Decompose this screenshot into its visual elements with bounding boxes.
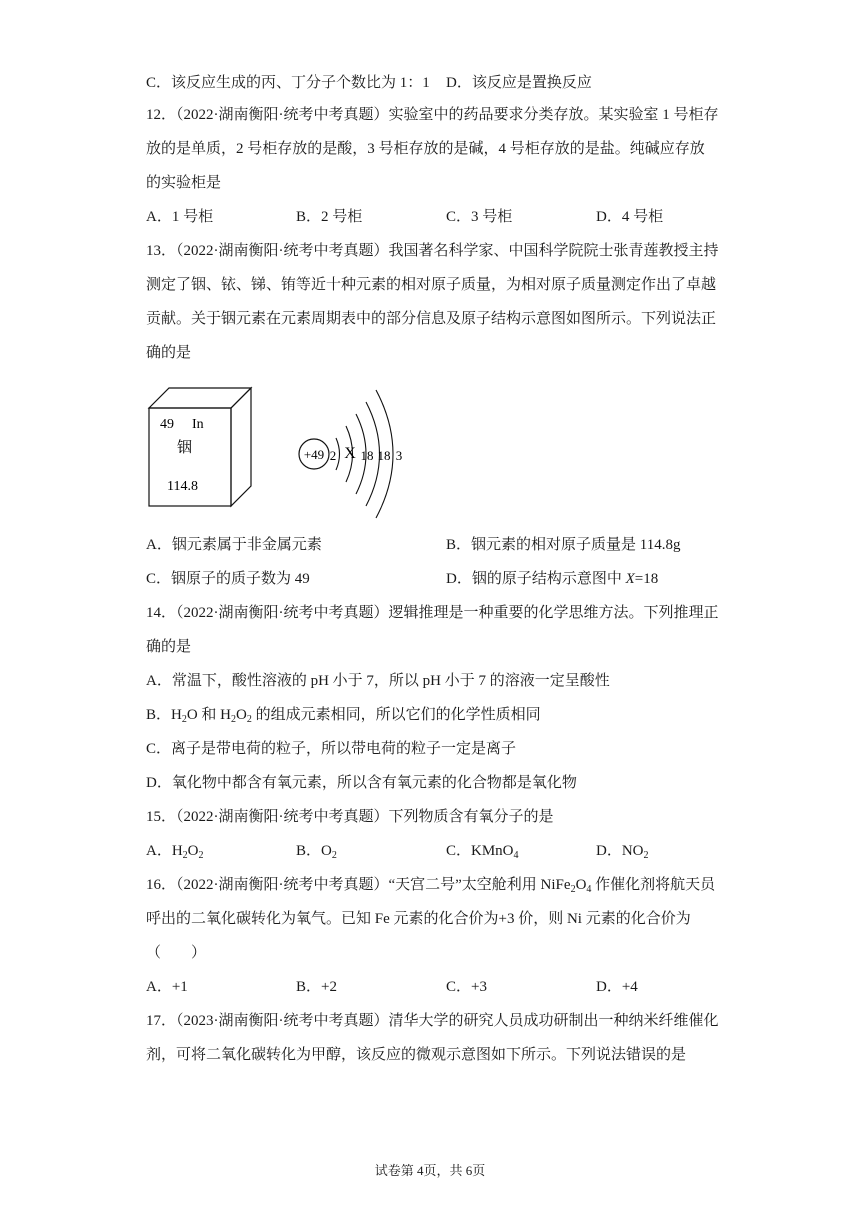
q15-stem-line-1: 15．（2022·湖南衡阳·统考中考真题）下列物质含有氧分子的是 — [146, 809, 554, 825]
q13-stem-line-4: 确的是 — [146, 345, 192, 361]
q15-option-a: A．$H_2O_2$ — [146, 843, 204, 861]
indium-figure — [146, 378, 416, 520]
q16-option-d: D．+4 — [596, 979, 638, 995]
q17-stem-line-1: 17．（2023·湖南衡阳·统考中考真题）清华大学的研究人员成功研制出一种纳米纤维催化 — [146, 1013, 719, 1029]
q15-option-d: D．$NO_2$ — [596, 843, 649, 861]
q16-stem-line-1: 16．（2022·湖南衡阳·统考中考真题）“天宫二号”太空舱利用 $NiFe_2O_4$ 作催化剂将航天员 — [146, 877, 716, 895]
element-name: 铟 — [177, 438, 193, 456]
shell-arc-1 — [336, 438, 340, 470]
q12-option-c: C．3 号柜 — [446, 209, 513, 225]
q13-stem-line-1: 13．（2022·湖南衡阳·统考中考真题）我国著名科学家、中国科学院院士张青莲教授主持 — [146, 243, 719, 259]
q16-stem-line-3: （ ） — [146, 945, 207, 961]
q12-stem-line-3: 的实验柜是 — [146, 175, 222, 191]
element-mass: 114.8 — [167, 479, 198, 494]
q16-option-a: A．+1 — [146, 979, 188, 995]
q11-option-d: D．该反应是置换反应 — [446, 75, 592, 91]
q12-stem-line-1: 12．（2022·湖南衡阳·统考中考真题）实验室中的药品要求分类存放。某实验室 1 号柜存 — [146, 107, 719, 123]
q16-option-c: C．+3 — [446, 979, 487, 995]
element-number: 49 — [160, 417, 174, 432]
q13-option-d: D．铟的原子结构示意图中 X=18 — [446, 571, 659, 587]
q13-option-a: A．铟元素属于非金属元素 — [146, 537, 322, 553]
atom-structure-diagram — [299, 390, 402, 518]
nucleus-charge: +49 — [303, 447, 325, 462]
element-symbol: In — [192, 417, 204, 432]
q12-option-d: D．4 号柜 — [596, 209, 664, 225]
q17-stem-line-2: 剂，可将二氧化碳转化为甲醇，该反应的微观示意图如下所示。下列说法错误的是 — [146, 1047, 687, 1063]
q14-option-a: A．常温下，酸性溶液的 pH 小于 7，所以 pH 小于 7 的溶液一定呈酸性 — [146, 673, 610, 689]
q12-stem-line-2: 放的是单质，2 号柜存放的是酸，3 号柜存放的是碱，4 号柜存放的是盐。纯碱应存放 — [146, 141, 705, 157]
shell-electrons-3: 18 — [360, 448, 374, 463]
q16-option-b: B．+2 — [296, 979, 337, 995]
shell-electrons-4: 18 — [377, 448, 391, 463]
q13-stem-line-2: 测定了铟、铱、锑、铕等近十种元素的相对原子质量，为相对原子质量测定作出了卓越 — [146, 277, 717, 293]
q13-stem-line-3: 贡献。关于铟元素在元素周期表中的部分信息及原子结构示意图如图所示。下列说法正 — [146, 311, 717, 327]
q12-option-a: A．1 号柜 — [146, 209, 214, 225]
q11-option-c: C．该反应生成的丙、丁分子个数比为 1：1 — [146, 75, 430, 91]
q14-stem-line-1: 14．（2022·湖南衡阳·统考中考真题）逻辑推理是一种重要的化学思维方法。下列推理正 — [146, 605, 719, 621]
q14-option-d: D．氧化物中都含有氧元素，所以含有氧元素的化合物都是氧化物 — [146, 775, 577, 791]
q13-option-b: B．铟元素的相对原子质量是 114.8g — [446, 537, 681, 553]
q16-stem-line-2: 呼出的二氧化碳转化为氧气。已知 Fe 元素的化合价为+3 价，则 Ni 元素的化合价为 — [146, 911, 691, 927]
q13-option-c: C．铟原子的质子数为 49 — [146, 571, 310, 587]
q15-option-c: C．KMnO$_4$ — [446, 843, 519, 861]
element-cell — [149, 388, 251, 506]
q14-option-c: C．离子是带电荷的粒子，所以带电荷的粒子一定是离子 — [146, 741, 517, 757]
q14-stem-line-2: 确的是 — [146, 639, 192, 655]
shell-electrons-5: 3 — [395, 448, 403, 463]
q12-option-b: B．2 号柜 — [296, 209, 363, 225]
page-footer: 试卷第 4页，共 6页 — [374, 1163, 486, 1178]
shell-electrons-1: 2 — [329, 448, 337, 463]
q15-option-b: B．$O_2$ — [296, 843, 337, 861]
shell-electrons-2: X — [344, 445, 356, 462]
q14-option-b: B．$H_2O$ 和 $H_2O_2$ 的组成元素相同，所以它们的化学性质相同 — [146, 707, 541, 725]
